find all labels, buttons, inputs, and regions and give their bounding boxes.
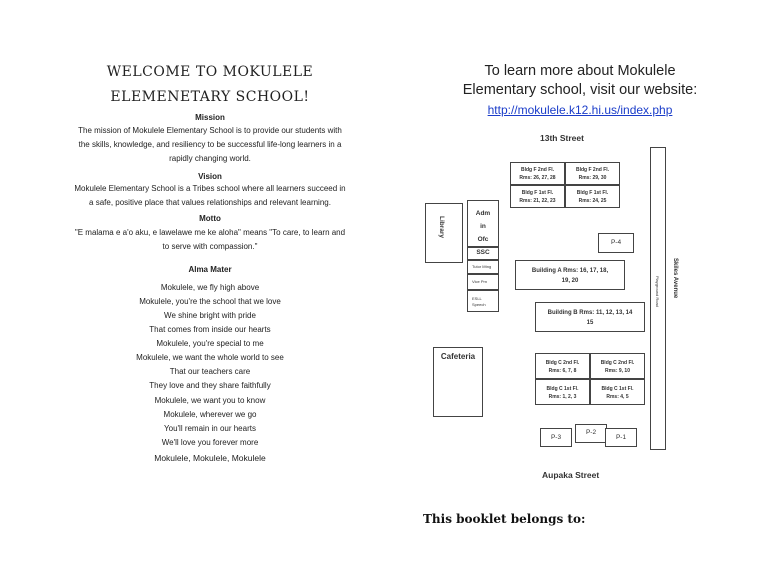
tutor-room (467, 260, 499, 274)
p4-label: P-4 (610, 239, 622, 246)
building-a-line: Building A Rms: 16, 17, 18, (531, 268, 609, 274)
mission-line: the skills, knowledge, and resiliency to be successful life-long learners in a (78, 140, 342, 149)
esll-label-line: ESLL (472, 296, 482, 301)
verse-line: Mokulele, wherever we go (163, 410, 257, 419)
bldg-c-1st-right (590, 379, 645, 405)
building-a-label (516, 266, 624, 286)
mission-line: rapidly changing world. (169, 154, 251, 163)
verse-line: Mokulele, you're the school that we love (139, 297, 281, 306)
building-b-label (536, 308, 644, 328)
bldg-f-1st-left (510, 185, 565, 208)
motto-heading: Motto (199, 214, 221, 223)
room-label: Bldg C 1st Fl. (601, 386, 634, 392)
room-label: Bldg F 2nd Fl. (575, 167, 610, 173)
street-aupaka: Aupaka Street (542, 470, 600, 480)
vision-heading: Vision (198, 172, 222, 181)
vision-line: a safe, positive place that values relationships and relevant learning. (89, 198, 331, 207)
building-b (535, 302, 645, 332)
bldg-f-1st-right (565, 185, 620, 208)
admin-label-line: Adm (475, 210, 491, 217)
verse-line: That our teachers care (169, 367, 251, 376)
room-numbers: Rms: 24, 25 (578, 198, 607, 204)
welcome-title (60, 60, 360, 110)
title-line-2: ELEMENETARY SCHOOL! (110, 89, 310, 105)
bldg-f-2nd-right (565, 162, 620, 185)
skiles-avenue-label: Skiles Avenue (672, 258, 678, 299)
room-label: Bldg F 1st Fl. (521, 190, 554, 196)
building-a-line: 19, 20 (561, 278, 579, 284)
verse-line: Mokulele, you're special to me (156, 339, 264, 348)
room-label: Bldg F 2nd Fl. (520, 167, 555, 173)
verse-line: We'll love you forever more (161, 438, 259, 447)
verse-line: Mokulele, we fly high above (160, 283, 260, 292)
ssc-label: SSC (476, 249, 490, 256)
vision-text (40, 182, 380, 210)
mission-text (40, 124, 380, 166)
verse-line: That comes from inside our hearts (149, 325, 271, 334)
library-label: Library (438, 216, 445, 239)
alma-verse-1 (60, 281, 360, 337)
room-numbers: Rms: 26, 27, 28 (519, 175, 556, 181)
tutor-label: Tutor Mtng (472, 264, 492, 269)
bldg-c-2nd-left (535, 353, 590, 379)
verse-line: You'll remain in our hearts (164, 424, 256, 433)
portable-p2 (575, 424, 607, 443)
room-numbers: Rms: 1, 2, 3 (548, 394, 577, 400)
cafeteria-label: Cafeteria (440, 352, 476, 361)
vice-label: Vice Prn (472, 279, 488, 284)
building-b-line: 15 (586, 320, 594, 326)
admin-office (467, 200, 499, 247)
esll-label-line: Speech (472, 302, 486, 307)
verse-line: We shine bright with pride (164, 311, 256, 320)
verse-line: Mokulele, we want the whole world to see (136, 353, 284, 362)
mission-line: The mission of Mokulele Elementary School is to provide our students with (78, 126, 342, 135)
admin-label (468, 207, 498, 246)
building-a (515, 260, 625, 290)
playground-road (650, 147, 666, 450)
room-numbers: Rms: 4, 5 (606, 394, 629, 400)
bldg-f-2nd-left (510, 162, 565, 185)
room-label: Bldg F 1st Fl. (576, 190, 609, 196)
campus-map (400, 130, 700, 490)
room-numbers: Rms: 29, 30 (578, 175, 607, 181)
room-numbers: Rms: 9, 10 (604, 368, 630, 374)
playground-road-label: Playground Road (655, 276, 660, 307)
building-b-line: Building B Rms: 11, 12, 13, 14 (547, 310, 633, 316)
portable-p3 (540, 428, 572, 447)
vision-line: Mokulele Elementary School is a Tribes school where all learners succeed in (74, 184, 346, 193)
alma-verse-3 (60, 394, 360, 450)
portable-p4 (598, 233, 634, 253)
room-label: Bldg C 1st Fl. (546, 386, 579, 392)
cafeteria-building (433, 347, 483, 417)
alma-closing: Mokulele, Mokulele, Mokulele (154, 453, 266, 463)
mission-heading: Mission (195, 113, 225, 122)
booklet-owner-label: This booklet belongs to: (423, 512, 586, 526)
library-building (425, 203, 463, 263)
website-intro (390, 62, 768, 100)
street-13th: 13th Street (540, 133, 584, 143)
website-intro-line: Elementary school, visit our website: (462, 82, 698, 98)
room-label: Bldg C 2nd Fl. (600, 360, 635, 366)
website-link[interactable]: http://mokulele.k12.hi.us/index.php (487, 103, 673, 117)
p3-label: P-3 (550, 434, 562, 441)
admin-label-line: Ofc (477, 236, 489, 243)
ssc-room (467, 247, 499, 260)
bldg-c-2nd-right (590, 353, 645, 379)
title-line-1: WELCOME TO MOKULELE (106, 64, 314, 80)
website-intro-line: To learn more about Mokulele (484, 63, 676, 79)
alma-verse-2 (60, 337, 360, 393)
bldg-c-1st-left (535, 379, 590, 405)
verse-line: Mokulele, we want you to know (154, 396, 266, 405)
room-label: Bldg C 2nd Fl. (545, 360, 580, 366)
p2-label: P-2 (585, 429, 597, 436)
motto-line: to serve with compassion." (162, 242, 258, 251)
vice-principal-room (467, 274, 499, 290)
room-numbers: Rms: 21, 22, 23 (519, 198, 556, 204)
alma-mater-heading: Alma Mater (188, 265, 232, 274)
admin-label-line: in (480, 223, 486, 230)
esll-label (472, 296, 486, 308)
p1-label: P-1 (615, 434, 627, 441)
website-url-wrap (390, 101, 768, 119)
motto-text (40, 226, 380, 254)
verse-line: They love and they share faithfully (149, 381, 271, 390)
motto-line: "E malama e a'o aku, e lawelawe me ke aloha" means "To care, to learn and (74, 228, 346, 237)
portable-p1 (605, 428, 637, 447)
esll-room (467, 290, 499, 312)
room-numbers: Rms: 6, 7, 8 (548, 368, 577, 374)
